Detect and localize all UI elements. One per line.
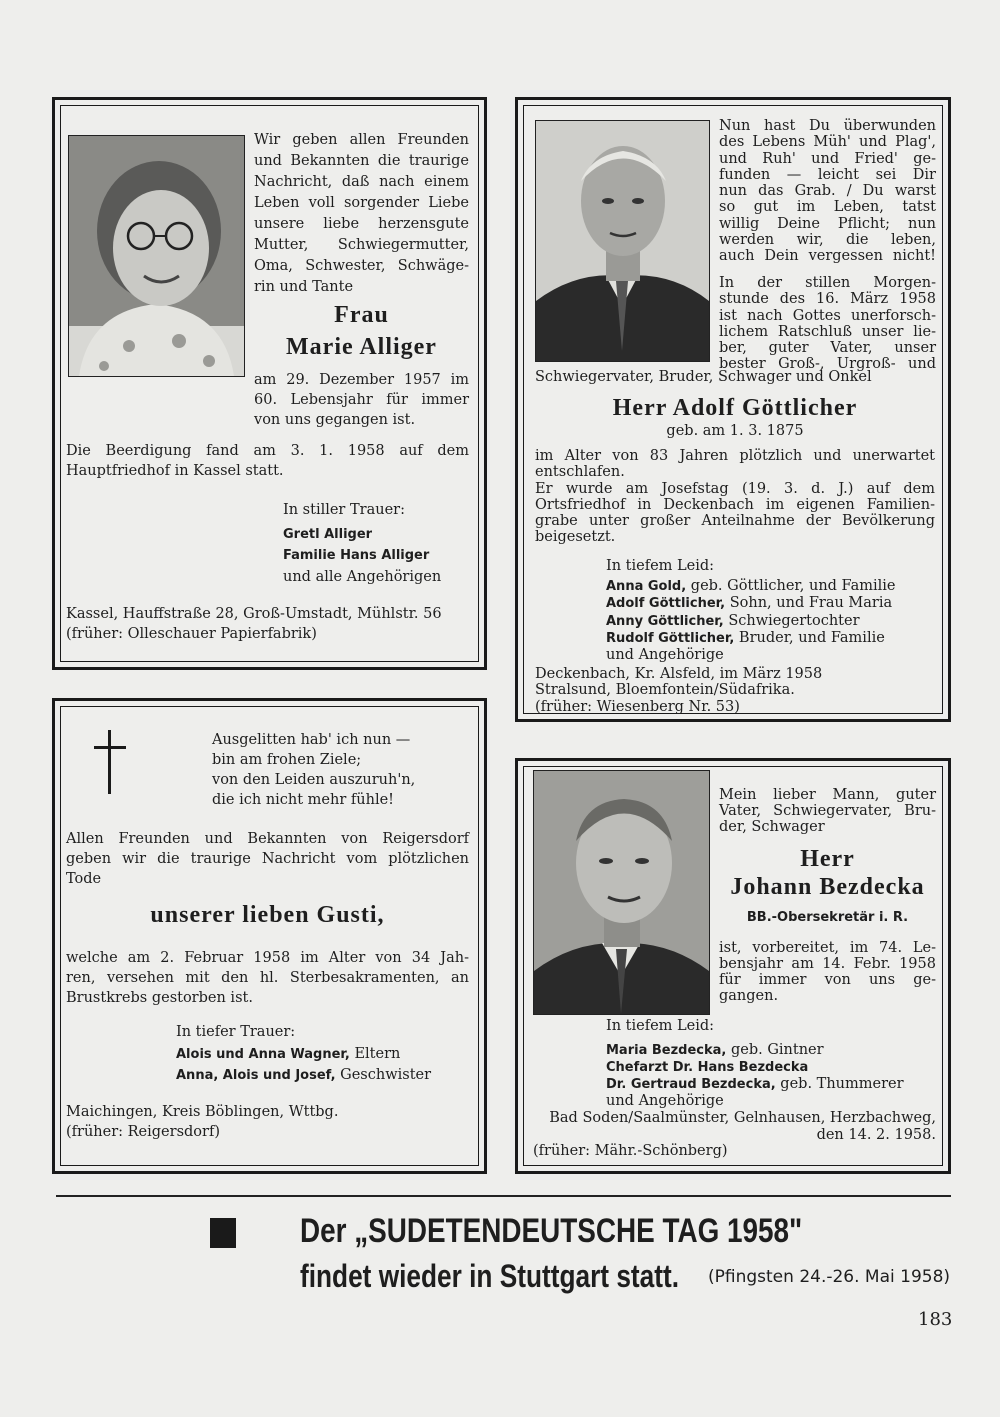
notice2-mourning-label: In tiefem Leid: [606, 558, 715, 574]
banner-line2-main: findet wieder in Stuttgart statt. [300, 1258, 680, 1294]
notice2-text-full: Schwiegervater, Bruder, Schwager und Onkel [535, 369, 872, 385]
notice4-name: Johann Bezdecka [730, 874, 925, 900]
notice1-mourner-1: Gretl Alliger [283, 527, 373, 542]
notice2-address: Deckenbach, Kr. Alsfeld, im März 1958 Stralsund, Bloemfontein/Südafrika. (früher: Wiesenberg Nr. 53) [535, 666, 823, 715]
notice4-death: ist, vorbereitet, im 74. Le- bensjahr am 14. Febr. 1958 für immer von uns ge- gangen. [719, 940, 936, 1004]
notice1-name: Marie Alliger [286, 334, 437, 360]
banner-rule [56, 1195, 951, 1197]
notice1-mourning-label: In stiller Trauer: [283, 502, 405, 518]
notice1-address: Kassel, Hauffstraße 28, Groß-Umstadt, Mühlstr. 56 (früher: Olleschauer Papierfabrik) [66, 606, 442, 642]
notice2-name: Herr Adolf Göttlicher [612, 395, 858, 421]
notice4-mourning-label: In tiefem Leid: [606, 1018, 715, 1034]
notice2-mourners: Anna Gold, geb. Göttlicher, und Familie Adolf Göttlicher, Sohn, und Frau Maria Anny Göttlicher, Schwiegertochter Rudolf Göttlicher, Bruder, und Familie und Angehörige [606, 578, 896, 664]
notice2-text: In der stillen Morgen- stunde des 16. März 1958 ist nach Gottes unerforsch- lichem Ratschluß unser lie- ber, guter Vater, unser bester Groß-, Urgroß- und [719, 275, 936, 373]
banner-line1: Der „SUDETENDEUTSCHE TAG 1958" [300, 1212, 803, 1250]
notice3-poem: Ausgelitten hab' ich nun — bin am frohen Ziele; von den Leiden auszuruh'n, die ich nicht mehr fühle! [212, 732, 416, 808]
notice4-intro: Mein lieber Mann, guter Vater, Schwiegervater, Bru- der, Schwager [719, 787, 936, 835]
notice4-address: Bad Soden/Saalmünster, Gelnhausen, Herzbachweg, den 14. 2. 1958. [549, 1110, 936, 1143]
bullet-square-icon [210, 1218, 236, 1248]
notice4-title: Herr [800, 846, 855, 872]
notice1-burial: Die Beerdigung fand am 3. 1. 1958 auf dem Hauptfriedhof in Kassel statt. [66, 443, 469, 479]
notice4-address-former: (früher: Mähr.-Schönberg) [533, 1143, 728, 1159]
notice3-details: welche am 2. Februar 1958 im Alter von 34 Jah- ren, versehen mit den hl. Sterbesakramenten, an Brustkrebs gestorben ist. [66, 950, 469, 1006]
notice2-details: im Alter von 83 Jahren plötzlich und unerwartet entschlafen. Er wurde am Josefstag (19. 3. d. J.) auf dem Ortsfriedhof in Deckenbach im eigenen Familien- grabe unter großer Anteilnahme der Bevölkerung beigesetzt. [535, 448, 935, 546]
banner-dates: (Pfingsten 24.-26. Mai 1958) [708, 1267, 951, 1287]
banner-line2 [300, 1258, 762, 1295]
notice4-mourners: Maria Bezdecka, geb. Gintner Chefarzt Dr. Hans Bezdecka Dr. Gertraud Bezdecka, geb. Thummerer und Angehörige [606, 1042, 904, 1109]
portrait-photo-marie-alliger [68, 135, 245, 377]
notice4-rank: BB.-Obersekretär i. R. [746, 910, 909, 925]
notice2-poem: Nun hast Du überwunden des Lebens Müh' und Plag', und Ruh' und Fried' ge- funden — leicht sei Dir nun das Grab. / Du warst so gut im Leben, tatst willig Deine Pflicht; nun werden wir, die leben, auch Dein vergessen nicht! [719, 118, 936, 265]
notice3-intro: Allen Freunden und Bekannten von Reigersdorf geben wir die traurige Nachricht vom plötzlichen Tode [66, 831, 469, 887]
notice1-death: am 29. Dezember 1957 im 60. Lebensjahr für immer von uns gegangen ist. [254, 372, 469, 428]
page-number: 183 [918, 1309, 953, 1330]
cross-icon [90, 730, 130, 794]
notice2-born: geb. am 1. 3. 1875 [666, 423, 804, 439]
notice1-intro: Wir geben allen Freunden und Bekannten die traurige Nachricht, daß nach einem Leben voll sorgender Liebe unsere liebe herzensgute Mutter, Schwiegermutter, Oma, Schwester, Schwäge- rin und Tante [254, 132, 469, 295]
portrait-photo-johann-bezdecka [533, 770, 710, 1015]
notice1-mourner-2: Familie Hans Alliger [283, 548, 430, 563]
notice3-mourning-label: In tiefer Trauer: [176, 1024, 296, 1040]
notice3-address: Maichingen, Kreis Böblingen, Wttbg. (früher: Reigersdorf) [66, 1104, 339, 1140]
notice3-name: unserer lieben Gusti, [150, 902, 385, 928]
notice3-mourners: Alois und Anna Wagner, Eltern Anna, Alois und Josef, Geschwister [176, 1046, 432, 1083]
notice1-mourners-tail: und alle Angehörigen [283, 569, 442, 585]
portrait-photo-adolf-goettlicher [535, 120, 710, 362]
notice1-title: Frau [334, 302, 389, 328]
